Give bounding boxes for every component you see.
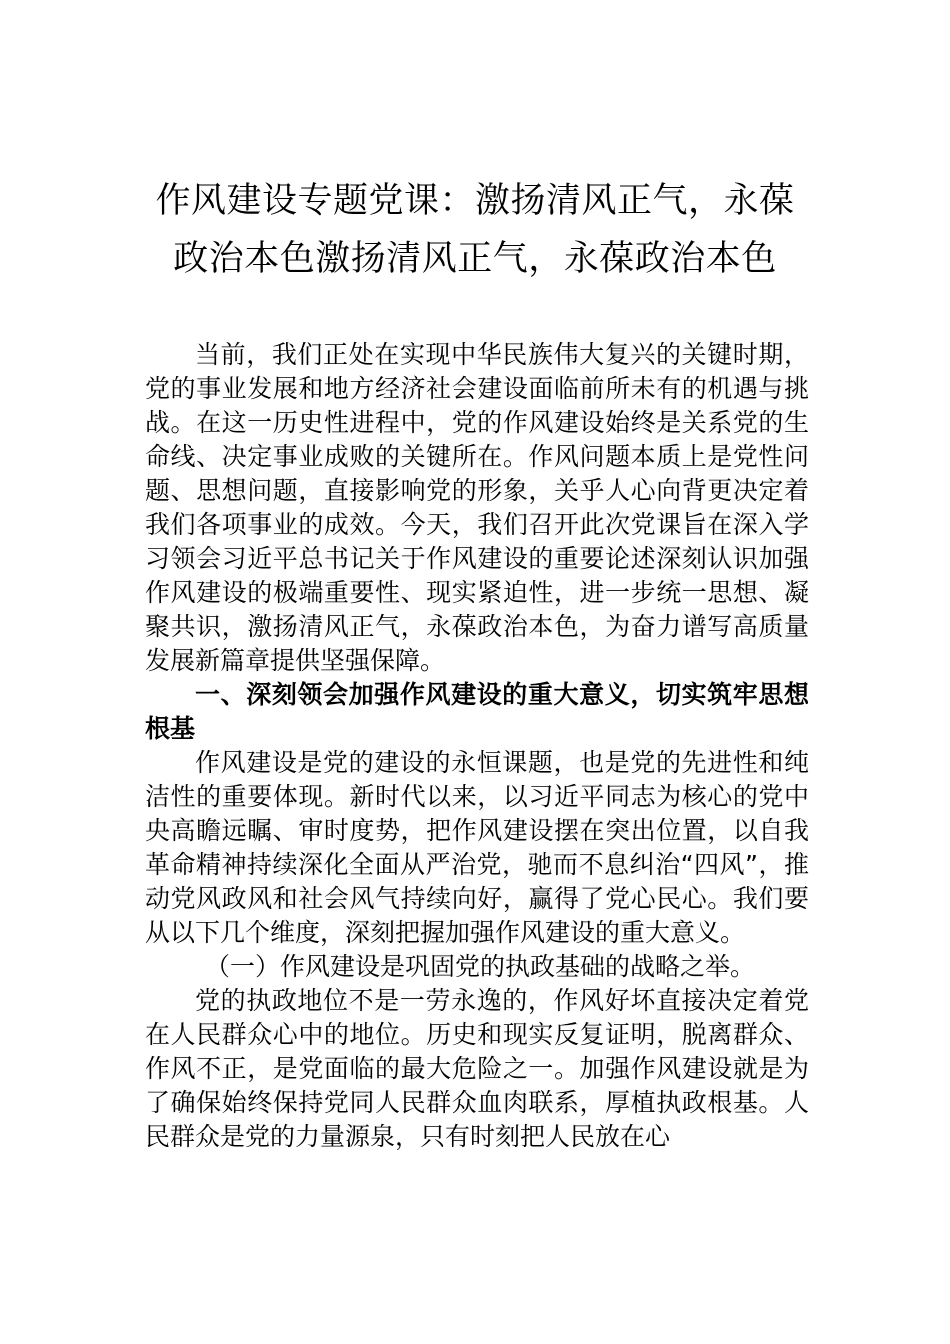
- subsection-1-paragraph: 党的执政地位不是一劳永逸的，作风好坏直接决定着党在人民群众心中的地位。历史和现实反复证明，脱离群众、作风不正，是党面临的最大危险之一。加强作风建设就是为了确保始终保持党同人民群众血肉联系，厚植执政根基。人民群众是党的力量源泉，只有时刻把人民放在心: [145, 986, 809, 1151]
- section-heading-1: 一、深刻领会加强作风建设的重大意义，切实筑牢思想根基: [145, 680, 809, 743]
- intro-paragraph: 当前，我们正处在实现中华民族伟大复兴的关键时期，党的事业发展和地方经济社会建设面临前所未有的机遇与挑战。在这一历史性进程中，党的作风建设始终是关系党的生命线、决定事业成败的关键所在。作风问题本质上是党性问题、思想问题，直接影响党的形象，关乎人心向背更决定着我们各项事业的成效。今天，我们召开此次党课旨在深入学习领会习近平总书记关于作风建设的重要论述深刻认识加强作风建设的极端重要性、现实紧迫性，进一步统一思想、凝聚共识，激扬清风正气，永葆政治本色，为奋力谱写高质量发展新篇章提供坚强保障。: [145, 340, 809, 675]
- document-title: 作风建设专题党课：激扬清风正气，永葆政治本色激扬清风正气，永葆政治本色: [155, 181, 795, 279]
- document-body: [145, 338, 809, 1154]
- subsection-heading-1: （一）作风建设是巩固党的执政基础的战略之举。: [205, 952, 756, 981]
- section-1-paragraph: 作风建设是党的建设的永恒课题，也是党的先进性和纯洁性的重要体现。新时代以来，以习近平同志为核心的党中央高瞻远瞩、审时度势，把作风建设摆在突出位置，以自我革命精神持续深化全面从严治党，驰而不息纠治“四风”，推动党风政风和社会风气持续向好，赢得了党心民心。我们要从以下几个维度，深刻把握加强作风建设的重大意义。: [145, 748, 809, 947]
